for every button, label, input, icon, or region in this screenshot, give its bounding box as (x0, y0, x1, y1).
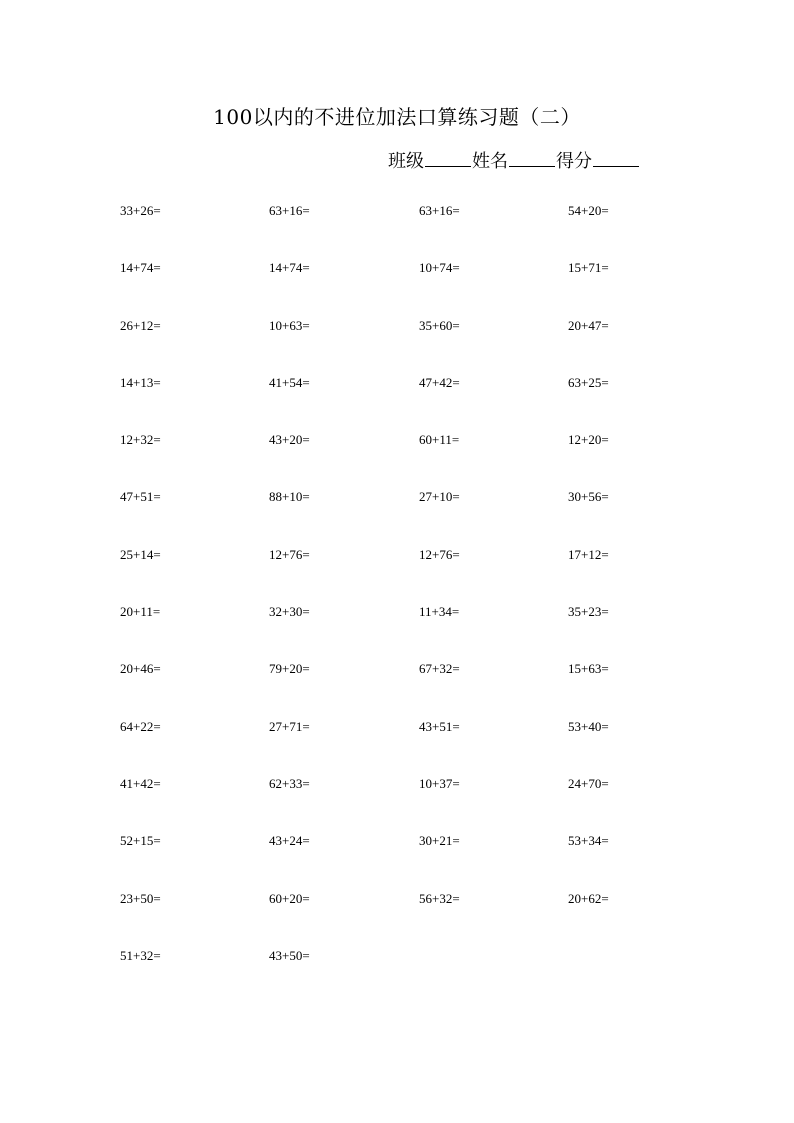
problem-item: 35+23= (568, 604, 609, 620)
problem-item: 63+16= (419, 203, 460, 218)
problem-item: 54+20= (568, 203, 609, 218)
problem-item: 10+37= (419, 775, 460, 791)
problem-item: 60+20= (269, 890, 310, 906)
problem-item: 11+34= (419, 604, 460, 620)
problem-item: 41+42= (120, 775, 161, 791)
problem-item: 62+33= (269, 775, 310, 791)
name-label: 姓名 (472, 151, 508, 172)
problem-item: 20+62= (568, 890, 609, 906)
problem-item: 12+20= (568, 432, 609, 448)
problem-item: 63+16= (269, 203, 310, 218)
problem-item: 26+12= (120, 317, 161, 333)
class-label: 班级 (388, 151, 424, 172)
problem-item: 15+63= (568, 661, 609, 677)
problem-item: 35+60= (419, 317, 460, 333)
problem-item: 27+10= (419, 489, 460, 505)
problem-item: 14+74= (269, 260, 310, 276)
problem-item: 12+76= (419, 546, 460, 562)
score-label: 得分 (556, 151, 592, 172)
problem-item: 43+20= (269, 432, 310, 448)
problem-item: 20+47= (568, 317, 609, 333)
problem-item: 51+32= (120, 947, 161, 963)
problem-item: 43+50= (269, 947, 310, 963)
problem-grid (120, 203, 720, 1005)
problem-item: 67+32= (419, 661, 460, 677)
problem-item: 43+24= (269, 833, 310, 849)
problem-item: 30+21= (419, 833, 460, 849)
problem-item: 17+12= (568, 546, 609, 562)
problem-item: 25+14= (120, 546, 161, 562)
score-blank (593, 148, 639, 167)
problem-item: 27+71= (269, 718, 310, 734)
problem-item: 56+32= (419, 890, 460, 906)
problem-item: 43+51= (419, 718, 460, 734)
worksheet-title: 100以内的不进位加法口算练习题（二） (213, 105, 581, 129)
problem-item: 10+63= (269, 317, 310, 333)
problem-item: 14+74= (120, 260, 161, 276)
problem-item: 23+50= (120, 890, 161, 906)
problem-item: 20+11= (120, 604, 161, 620)
problem-item: 24+70= (568, 775, 609, 791)
problem-item: 63+25= (568, 374, 609, 390)
problem-item: 30+56= (568, 489, 609, 505)
problem-item: 33+26= (120, 203, 161, 218)
problem-item: 41+54= (269, 374, 310, 390)
problem-item: 32+30= (269, 604, 310, 620)
problem-item: 12+32= (120, 432, 161, 448)
problem-item: 12+76= (269, 546, 310, 562)
problem-item: 60+11= (419, 432, 460, 448)
student-info-line (388, 148, 640, 173)
problem-item: 10+74= (419, 260, 460, 276)
problem-item: 53+40= (568, 718, 609, 734)
problem-item: 88+10= (269, 489, 310, 505)
problem-item: 53+34= (568, 833, 609, 849)
problem-item: 47+51= (120, 489, 161, 505)
problem-item: 52+15= (120, 833, 161, 849)
problem-item: 79+20= (269, 661, 310, 677)
class-blank (425, 148, 471, 167)
problem-item: 64+22= (120, 718, 161, 734)
name-blank (509, 148, 555, 167)
problem-item: 20+46= (120, 661, 161, 677)
problem-item: 47+42= (419, 374, 460, 390)
problem-item: 15+71= (568, 260, 609, 276)
problem-item: 14+13= (120, 374, 161, 390)
